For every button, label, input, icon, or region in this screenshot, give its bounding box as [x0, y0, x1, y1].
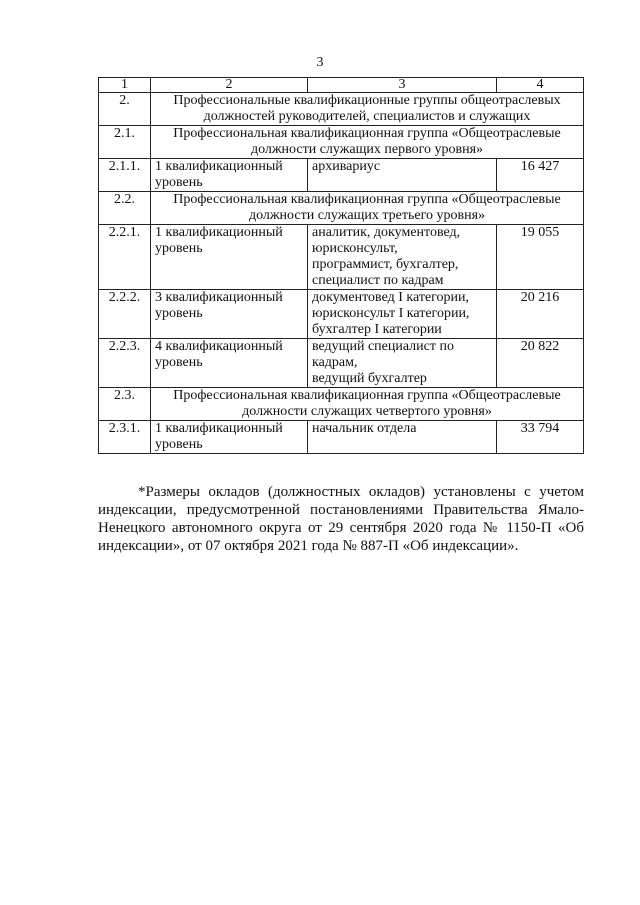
- position-line: бухгалтер I категории: [312, 322, 442, 337]
- row-number: 2.2.1.: [99, 225, 151, 290]
- group-title: Профессиональная квалификационная группа «Общеотраслевые должности служащих четвертого уровня»: [151, 388, 584, 421]
- group-title: Профессиональная квалификационная группа «Общеотраслевые должности служащих третьего уровня»: [151, 192, 584, 225]
- position-line: архивариус: [312, 159, 381, 174]
- row-number: 2.1.: [99, 126, 151, 159]
- header-col-2: 2: [151, 78, 308, 93]
- positions-cell: [308, 159, 497, 192]
- position-line: документовед I категории,: [312, 290, 470, 305]
- salary-value: 16 427: [497, 159, 584, 192]
- qualification-level: 1 квалификационный уровень: [151, 159, 308, 192]
- header-col-3: 3: [308, 78, 497, 93]
- salary-value: 20 822: [497, 339, 584, 388]
- position-line: ведущий специалист по: [312, 339, 454, 354]
- header-col-4: 4: [497, 78, 584, 93]
- position-line: специалист по кадрам: [312, 273, 444, 288]
- position-line: юрисконсульт I категории,: [312, 306, 470, 321]
- group-title: Профессиональная квалификационная группа «Общеотраслевые должности служащих первого уровня»: [151, 126, 584, 159]
- salary-value: 20 216: [497, 290, 584, 339]
- group-row: [99, 192, 584, 225]
- salary-table: [98, 77, 584, 454]
- group-title: Профессиональные квалификационные группы общеотраслевых должностей руководителей, специалистов и служащих: [151, 93, 584, 126]
- table-row: [99, 290, 584, 339]
- group-row: [99, 93, 584, 126]
- positions-cell: [308, 421, 497, 454]
- position-line: кадрам,: [312, 355, 358, 370]
- table-row: [99, 421, 584, 454]
- row-number: 2.2.3.: [99, 339, 151, 388]
- row-number: 2.3.1.: [99, 421, 151, 454]
- position-line: аналитик, документовед,: [312, 225, 461, 240]
- positions-cell: [308, 225, 497, 290]
- header-col-1: 1: [99, 78, 151, 93]
- position-line: юрисконсульт,: [312, 241, 398, 256]
- qualification-level: 1 квалификационный уровень: [151, 421, 308, 454]
- position-line: начальник отдела: [312, 421, 417, 436]
- qualification-level: 3 квалификационный уровень: [151, 290, 308, 339]
- table-row: [99, 225, 584, 290]
- table-row: [99, 159, 584, 192]
- page-number: 3: [316, 55, 324, 70]
- group-row: [99, 126, 584, 159]
- positions-cell: [308, 339, 497, 388]
- salary-value: 19 055: [497, 225, 584, 290]
- positions-cell: [308, 290, 497, 339]
- row-number: 2.3.: [99, 388, 151, 421]
- table-row: [99, 339, 584, 388]
- footnote: *Размеры окладов (должностных окладов) установлены с учетом индексации, предусмотренной постановлениями Правительства Ямало-Ненецкого автономного округа от 29 сентября 2020 года № 1150-П «Об индексации», от 07 октября 2021 года № 887-П «Об индексации».: [98, 484, 584, 554]
- row-number: 2.2.2.: [99, 290, 151, 339]
- row-number: 2.: [99, 93, 151, 126]
- row-number: 2.1.1.: [99, 159, 151, 192]
- group-row: [99, 388, 584, 421]
- row-number: 2.2.: [99, 192, 151, 225]
- table-body: [99, 78, 584, 454]
- qualification-level: 1 квалификационный уровень: [151, 225, 308, 290]
- qualification-level: 4 квалификационный уровень: [151, 339, 308, 388]
- table-header-row: [99, 78, 584, 93]
- salary-value: 33 794: [497, 421, 584, 454]
- position-line: ведущий бухгалтер: [312, 371, 427, 386]
- position-line: программист, бухгалтер,: [312, 257, 459, 272]
